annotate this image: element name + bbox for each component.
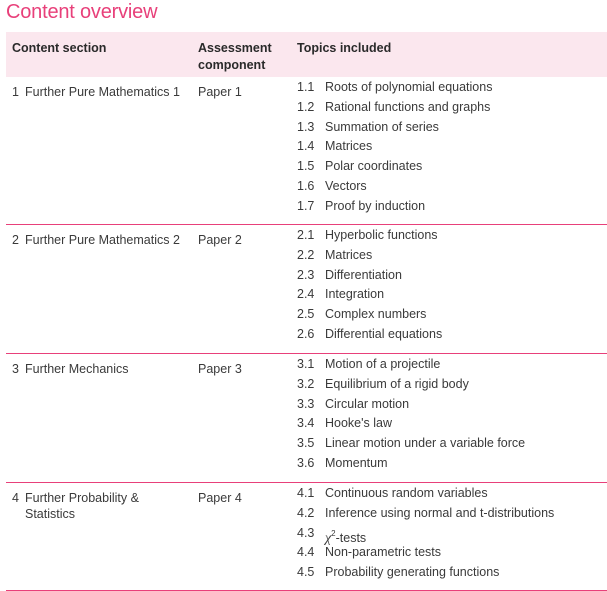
topic-name: Roots of polynomial equations [325, 80, 493, 94]
assessment-component-cell: Paper 4 [198, 491, 242, 505]
header-assessment-component: Assessment component [198, 41, 272, 72]
section-name: Further Pure Mathematics 2 [25, 233, 180, 247]
topic-number: 4.3 [297, 525, 315, 540]
topic-number: 4.5 [297, 565, 315, 580]
assessment-component-cell: Paper 1 [198, 85, 242, 99]
topic-name: Inference using normal and t-distributions [325, 505, 555, 520]
section-name: Further Probability & Statistics [25, 491, 139, 521]
topic-name: Continuous random variables [325, 486, 488, 500]
section-name: Further Mechanics [25, 362, 129, 376]
topic-number: 2.4 [297, 287, 315, 302]
topic-number: 3.5 [297, 436, 315, 451]
topic-name: Non-parametric tests [325, 545, 442, 560]
topic-name: Complex numbers [325, 307, 427, 322]
assessment-component-cell: Paper 3 [198, 362, 242, 376]
topic-name: Linear motion under a variable force [325, 436, 526, 451]
topic-name: Differentiation [325, 267, 402, 282]
topic-name: Momentum [325, 455, 388, 470]
assessment-component-cell: Paper 2 [198, 233, 242, 247]
topic-number: 2.3 [297, 267, 315, 282]
topic-number: 1.7 [297, 198, 315, 213]
topic-number: 3.3 [297, 396, 315, 411]
topic-number: 1.1 [297, 80, 315, 94]
table-row [6, 77, 607, 225]
section-number: 3 [12, 362, 19, 376]
section-number: 4 [12, 491, 19, 505]
topic-number: 2.2 [297, 247, 315, 262]
page-title: Content overview [6, 1, 158, 23]
topic-number: 1.4 [297, 139, 315, 154]
topic-number: 2.5 [297, 307, 315, 322]
topic-name: Matrices [325, 247, 373, 262]
table-body [6, 77, 607, 591]
topic-name: Integration [325, 287, 385, 302]
topic-number: 1.5 [297, 159, 315, 174]
topic-number: 3.1 [297, 357, 315, 371]
topic-number: 4.4 [297, 545, 315, 560]
topic-number: 3.6 [297, 455, 315, 470]
topic-number: 3.2 [297, 376, 315, 391]
topic-name: Matrices [325, 139, 373, 154]
header-topics-included: Topics included [297, 41, 392, 55]
topic-number: 2.6 [297, 326, 315, 341]
table-row [6, 483, 607, 591]
topic-name: Polar coordinates [325, 159, 423, 174]
content-table [6, 32, 607, 591]
superscript: 2 [331, 528, 336, 538]
topic-number: 1.3 [297, 119, 315, 134]
topic-number: 4.2 [297, 505, 315, 520]
chi-symbol: χ [325, 530, 332, 546]
topic-number: 4.1 [297, 486, 315, 500]
topic-number: 2.1 [297, 228, 315, 242]
section-number: 1 [12, 85, 19, 99]
topic-name: Differential equations [325, 326, 443, 341]
topic-name: Equilibrium of a rigid body [325, 376, 469, 391]
table-row [6, 225, 607, 354]
topic-name: Hyperbolic functions [325, 228, 438, 242]
topic-number: 1.6 [297, 178, 315, 193]
topic-name: Summation of series [325, 119, 439, 134]
topic-name: Probability generating functions [325, 565, 500, 580]
topic-name: Proof by induction [325, 198, 426, 213]
topic-number: 1.2 [297, 99, 315, 114]
topic-name: Rational functions and graphs [325, 99, 491, 114]
topic-name-text: -tests [335, 530, 367, 545]
section-name: Further Pure Mathematics 1 [25, 85, 180, 99]
topic-number: 3.4 [297, 416, 315, 431]
section-number: 2 [12, 233, 19, 247]
topic-name: Hooke's law [325, 416, 392, 431]
table-header [6, 32, 607, 77]
topic-name: Circular motion [325, 396, 410, 411]
topic-name: Motion of a projectile [325, 357, 441, 371]
header-content-section: Content section [12, 41, 107, 55]
topic-name: Vectors [325, 178, 367, 193]
table-row [6, 354, 607, 483]
